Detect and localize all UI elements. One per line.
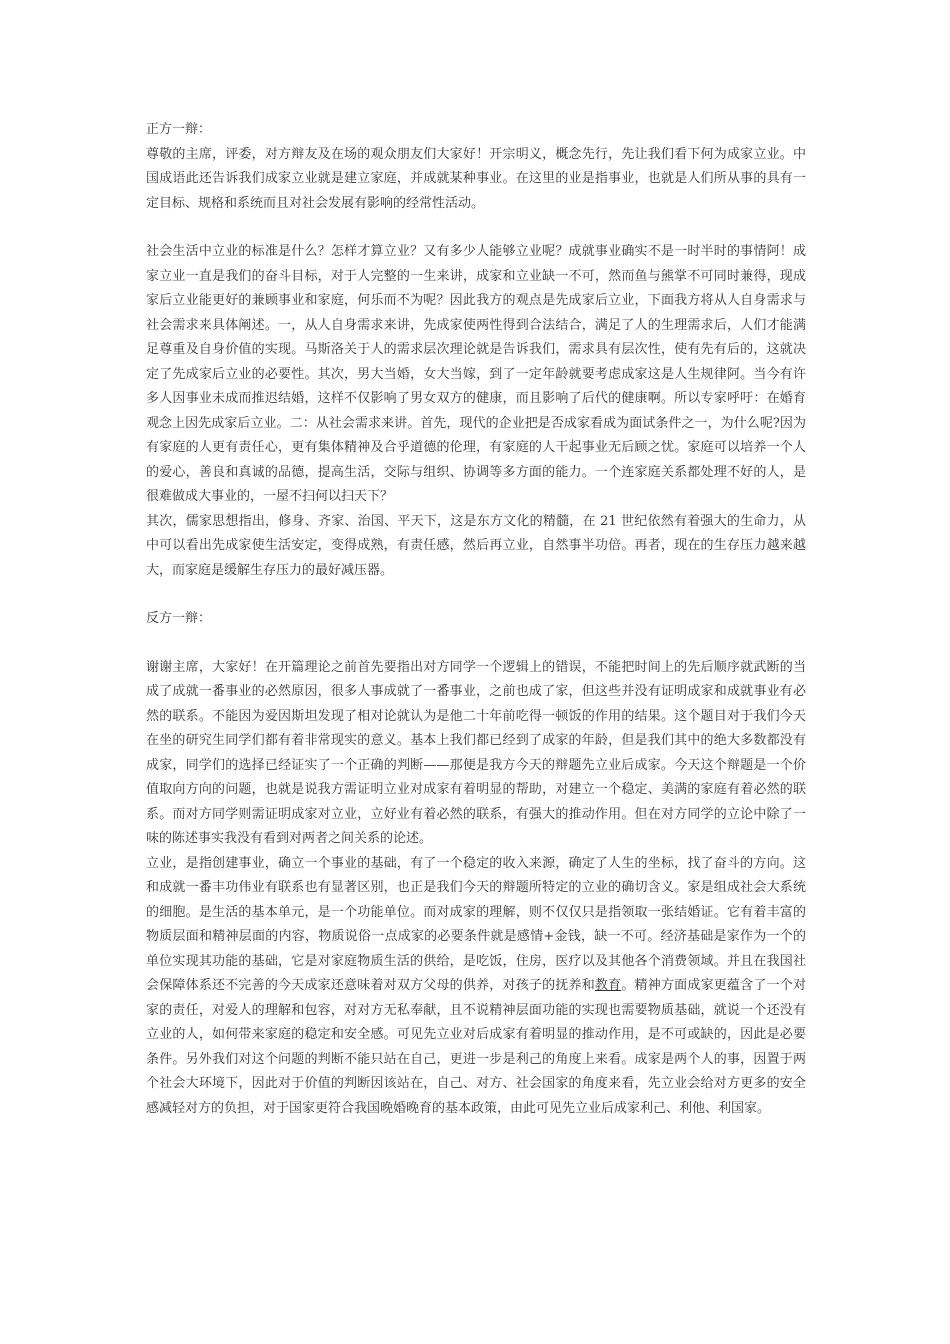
con-heading: 反方一辩： bbox=[146, 611, 212, 626]
education-link[interactable]: 教育 bbox=[594, 978, 622, 993]
paragraph-gap bbox=[146, 216, 806, 240]
document-body bbox=[146, 118, 806, 1121]
con-paragraph-2-text-a: 立业，是指创建事业，确立一个事业的基础，有了一个稳定的收入来源，确定了人生的坐标，找了奋斗的方向。这和成就一番丰功伟业有联系也有显著区别，也正是我们今天的辩题所特定的立业的确切含义。家是组成社会大系统的细胞。是生活的基本单元，是一个功能单位。而对成家的理解，则不仅仅只是指领取一张结婚证。它有着丰富的物质层面和精神层面的内容，物质说俗一点成家的必要条件就是感情+金钱，缺一不可。经济基础是家作为一个的单位实现其功能的基础，它是对家庭物质生活的供给，是吃饭，住房，医疗以及其他各个消费领域。并且在我国社会保障体系还不完善的今天成家还意味着对双方父母的供养，对孩子的抚养和 bbox=[146, 855, 806, 993]
pro-paragraph-2: 社会生活中立业的标准是什么？怎样才算立业？又有多少人能够立业呢？成就事业确实不是一时半时的事情阿！成家立业一直是我们的奋斗目标，对于人完整的一生来讲，成家和立业缺一不可，然而鱼与熊掌不可同时兼得，现成家后立业能更好的兼顾事业和家庭，何乐而不为呢？因此我方的观点是先成家后立业，下面我方将从人自身需求与社会需求来具体阐述。一，从人自身需求来讲，先成家使两性得到合法结合，满足了人的生理需求后，人们才能满足尊重及自身价值的实现。马斯洛关于人的需求层次理论就是告诉我们，需求具有层次性，使有先有后的，这就决定了先成家后立业的必要性。其次，男大当婚，女大当嫁，到了一定年龄就要考虑成家这是人生规律阿。当今有许多人因事业未成而推迟结婚，这样不仅影响了男女双方的健康，而且影响了后代的健康啊。所以专家呼吁：在婚育观念上因先成家后立业。二：从社会需求来讲。首先，现代的企业把是否成家看成为面试条件之一，为什么呢?因为有家庭的人更有责任心，更有集体精神及合乎道德的伦理，有家庭的人干起事业无后顾之忧。家庭可以培养一个人的爱心，善良和真诚的品德，提高生活，交际与组织、协调等多方面的能力。一个连家庭关系都处理不好的人，是很难做成大事业的，一屋不扫何以扫天下？ bbox=[146, 244, 806, 504]
con-paragraph-2-text-b: 。精神方面成家更蕴含了一个对家的责任，对爱人的理解和包容，对对方无私奉献，且不说精神层面功能的实现也需要物质基础，就说一个还没有立业的人，如何带来家庭的稳定和安全感。可见先立业对后成家有着明显的推动作用，是不可或缺的，因此是必要条件。另外我们对这个问题的判断不能只站在自己，更进一步是利己的角度上来看。成家是两个人的事，因置于两个社会大环境下，因此对于价值的判断因该站在，自己、对方、社会国家的角度来看，先立业会给对方更多的安全感减轻对方的负担，对于国家更符合我国晚婚晚育的基本政策，由此可见先立业后成家利己、利他、利国家。 bbox=[146, 978, 806, 1116]
pro-paragraph-1: 尊敬的主席，评委，对方辩友及在场的观众朋友们大家好！开宗明义，概念先行，先让我们看下何为成家立业。中国成语此还告诉我们成家立业就是建立家庭，并成就某种事业。在这里的业是指事业，也就是人们所从事的具有一定目标、规格和系统而且对社会发展有影响的经常性活动。 bbox=[146, 146, 806, 211]
pro-paragraph-3: 其次，儒家思想指出，修身、齐家、治国、平天下，这是东方文化的精髓，在 21 世纪依然有着强大的生命力，从中可以看出先成家使生活安定，变得成熟，有责任感，然后再立业，自然事半功倍。再者，现在的生存压力越来越大，而家庭是缓解生存压力的最好减压器。 bbox=[146, 513, 806, 578]
con-paragraph-2 bbox=[146, 852, 806, 1122]
con-paragraph-1: 谢谢主席，大家好！在开篇理论之前首先要指出对方同学一个逻辑上的错误，不能把时间上的先后顺序就武断的当成了成就一番事业的必然原因，很多人事成就了一番事业，之前也成了家，但这些并没有证明成家和成就事业有必然的联系。不能因为爱因斯坦发现了相对论就认为是他二十年前吃得一顿饭的作用的结果。这个题目对于我们今天在坐的研究生同学们都有着非常现实的意义。基本上我们都已经到了成家的年龄，但是我们其中的绝大多数都没有成家，同学们的选择已经证实了一个正确的判断——那便是我方今天的辩题先立业后成家。今天这个辩题是一个价值取向方向的问题，也就是说我方需证明立业对成家有着明显的帮助，对建立一个稳定、美满的家庭有着必然的联系。而对方同学则需证明成家对立业，立好业有着必然的联系，有强大的推动作用。但在对方同学的立论中除了一味的陈述事实我没有看到对两者之间关系的论述。 bbox=[146, 659, 806, 846]
paragraph-gap bbox=[146, 583, 806, 607]
pro-heading: 正方一辩： bbox=[146, 122, 212, 137]
paragraph-gap bbox=[146, 632, 806, 656]
